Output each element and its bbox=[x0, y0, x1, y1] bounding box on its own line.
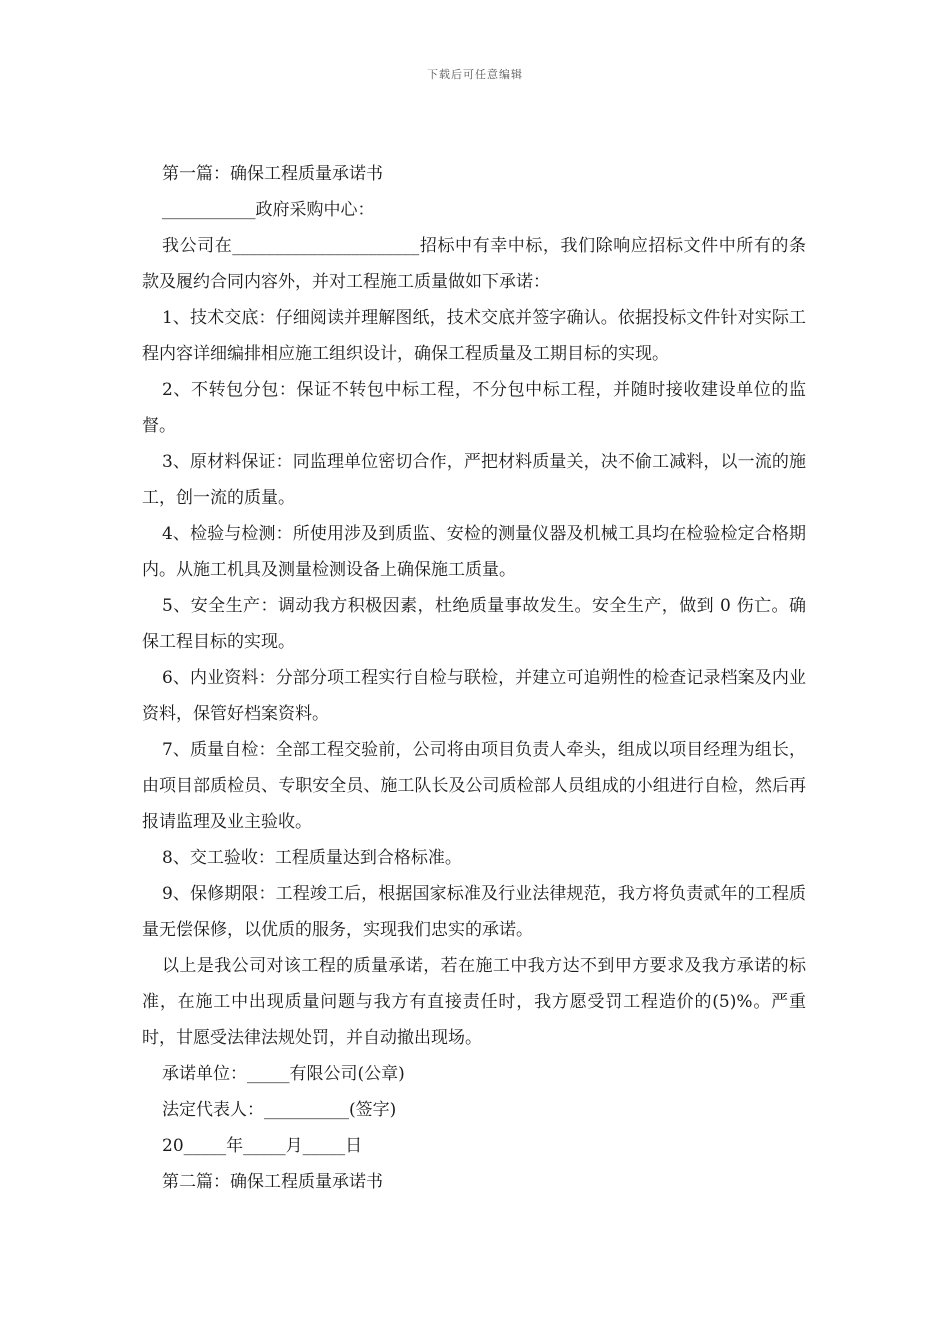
intro-paragraph: 我公司在______________________招标中有幸中标，我们除响应招标文件中所有的条款及履约合同内容外，并对工程施工质量做如下承诺： bbox=[142, 236, 806, 292]
legal-rep-line: 法定代表人：__________(签字) bbox=[162, 1100, 397, 1120]
commitment-item: 7、质量自检：全部工程交验前，公司将由项目负责人牵头，组成以项目经理为组长，由项目部质检员、专职安全员、施工队长及公司质检部人员组成的小组进行自检，然后再报请监理及业主验收。 bbox=[142, 740, 806, 832]
section-title: 第一篇：确保工程质量承诺书 bbox=[162, 164, 383, 184]
commitment-item: 3、原材料保证：同监理单位密切合作，严把材料质量关，决不偷工减料，以一流的施工，创一流的质量。 bbox=[142, 452, 806, 508]
commitment-item: 2、不转包分包：保证不转包中标工程，不分包中标工程，并随时接收建设单位的监督。 bbox=[142, 380, 806, 436]
date-line: 20_____年_____月_____日 bbox=[162, 1136, 363, 1156]
signer-unit-line: 承诺单位：_____有限公司(公章) bbox=[162, 1064, 405, 1084]
commitment-item: 9、保修期限：工程竣工后，根据国家标准及行业法律规范，我方将负责贰年的工程质量无偿保修，以优质的服务，实现我们忠实的承诺。 bbox=[142, 884, 806, 940]
header-note: 下载后可任意编辑 bbox=[427, 68, 523, 81]
commitment-item: 6、内业资料：分部分项工程实行自检与联检，并建立可追朔性的检查记录档案及内业资料，保管好档案资料。 bbox=[142, 668, 806, 724]
commitment-item: 1、技术交底：仔细阅读并理解图纸，技术交底并签字确认。依据投标文件针对实际工程内容详细编排相应施工组织设计，确保工程质量及工期目标的实现。 bbox=[142, 308, 806, 364]
closing-paragraph: 以上是我公司对该工程的质量承诺，若在施工中我方达不到甲方要求及我方承诺的标准，在施工中出现质量问题与我方有直接责任时，我方愿受罚工程造价的(5)%。严重时，甘愿受法律法规处罚，并自动撤出现场。 bbox=[142, 956, 806, 1048]
commitment-item: 4、检验与检测：所使用涉及到质监、安检的测量仪器及机械工具均在检验检定合格期内。从施工机具及测量检测设备上确保施工质量。 bbox=[142, 524, 806, 580]
commitment-item: 8、交工验收：工程质量达到合格标准。 bbox=[162, 848, 462, 868]
addressee-line: ___________政府采购中心： bbox=[162, 200, 375, 220]
section-title: 第二篇：确保工程质量承诺书 bbox=[162, 1172, 383, 1192]
document-body bbox=[142, 156, 806, 1200]
commitment-item: 5、安全生产：调动我方积极因素，杜绝质量事故发生。安全生产，做到 0 伤亡。确保工程目标的实现。 bbox=[142, 596, 806, 652]
